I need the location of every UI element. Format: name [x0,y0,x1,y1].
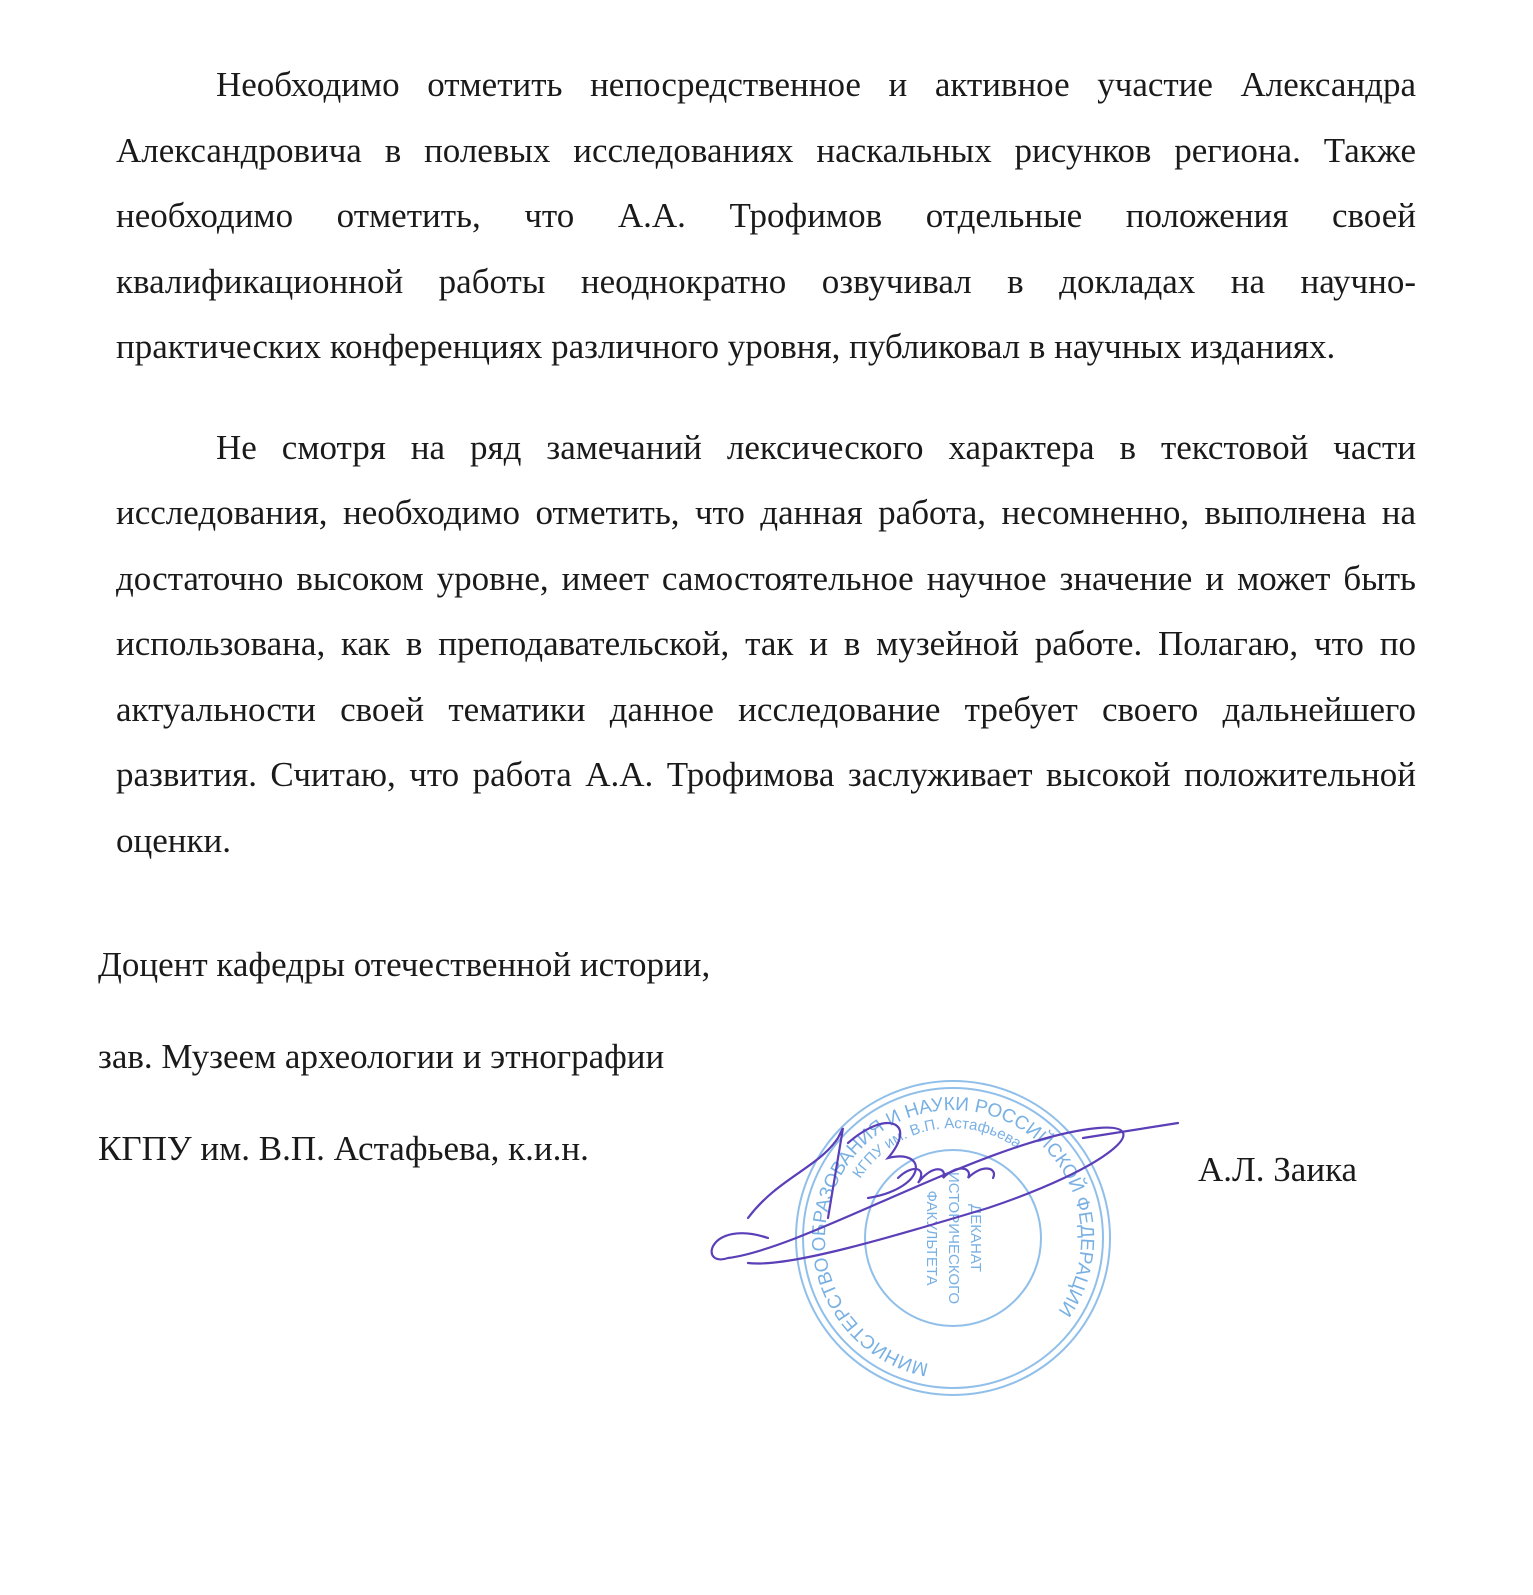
signer-title-line-3: КГПУ им. В.П. Астафьева, к.и.н. [98,1129,589,1168]
paragraph-1: Необходимо отметить непосредственное и активное участие Александра Александровича в полевых исследованиях наскальных рисунков региона. Также необходимо отметить, что А.А. Трофимов отдельные положения своей квалификационной работы неоднократно озвучивал в докладах на научно-практических конференциях различного уровня, публиковал в научных изданиях. [116,65,1416,366]
handwritten-signature [712,1123,1178,1264]
paragraph-2: Не смотря на ряд замечаний лексического характера в текстовой части исследования, необходимо отметить, что данная работа, несомненно, выполнена на достаточно высоком уровне, имеет самостоятельное научное значение и может быть использована, как в преподавательской, так и в музейной работе. Полагаю, что по актуальности своей тематики данное исследование требует своего дальнейшего развития. Считаю, что работа А.А. Трофимова заслуживает высокой положительной оценки. [116,427,1416,860]
signer-title-line-1: Доцент кафедры отечественной истории, [98,945,711,984]
stamp-outer-text: МИНИСТЕРСТВО ОБРАЗОВАНИЯ И НАУКИ РОССИЙСКОЙ ФЕДЕРАЦИИ [808,1093,1098,1380]
signer-title-line-2: зав. Музеем археологии и этнографии [98,1037,665,1076]
signer-name: А.Л. Заика [1198,1150,1358,1189]
svg-text:ФАКУЛЬТЕТА: ФАКУЛЬТЕТА [923,1190,940,1286]
stamp-middle-text: КГПУ им. В.П. Астафьева [849,1114,1025,1182]
svg-text:ДЕКАНАТ: ДЕКАНАТ [967,1204,984,1272]
svg-text:ИСТОРИЧЕСКОГО: ИСТОРИЧЕСКОГО [945,1171,962,1305]
stamp-and-signature [688,1068,1208,1408]
signature-block [98,943,1416,1380]
stamp-center-text [923,1172,984,1304]
